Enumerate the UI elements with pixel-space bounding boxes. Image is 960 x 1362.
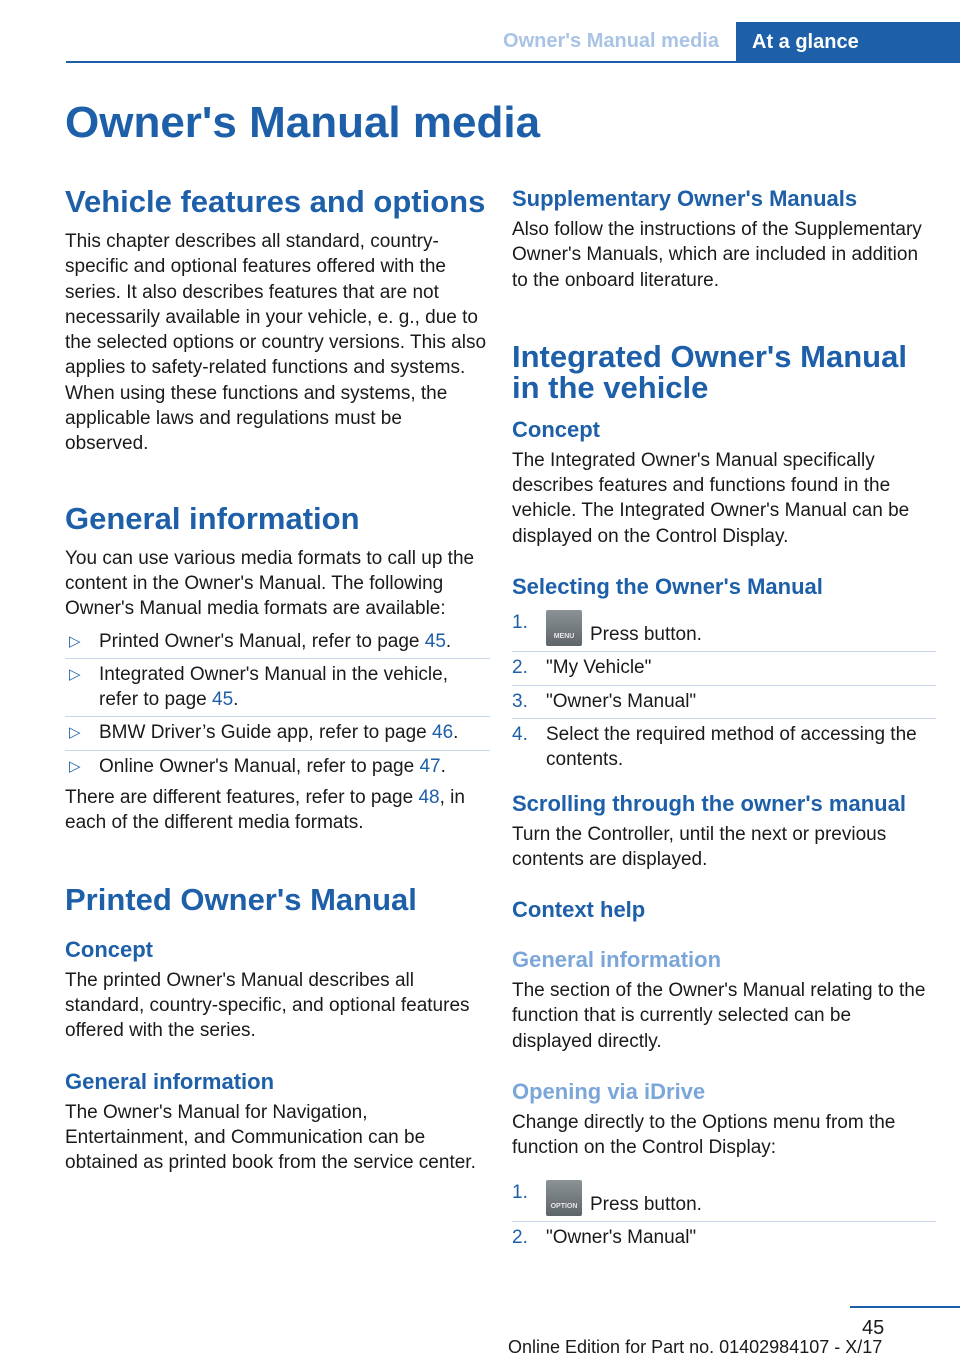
list-item: ▷ BMW Driver’s Guide app, refer to page 46. (65, 717, 490, 750)
paragraph-different-features: There are different features, refer to page 48, in each of the different media formats. (65, 787, 465, 834)
triangle-bullet-icon: ▷ (69, 665, 81, 683)
menu-button-icon: MENU (546, 610, 582, 646)
heading-context-help: Context help (512, 897, 646, 923)
paragraph-integrated-concept: The Integrated Owner's Manual specifically describes features and functions found in the vehicle. The Integrated Owner's Manual can be displayed on the Control Display. (512, 449, 910, 547)
triangle-bullet-icon: ▷ (69, 724, 81, 742)
list-item: 4. Select the required method of accessing the contents. (512, 723, 917, 771)
heading-printed-manual: Printed Owner's Manual (65, 881, 417, 917)
paragraph-scrolling: Turn the Controller, until the next or previous contents are displayed. (512, 823, 887, 870)
list-item: ▷ Integrated Owner's Manual in the vehicle, refer to page 45. (65, 659, 490, 718)
footer-rule (850, 1306, 960, 1308)
header-chapter-tab: At a glance (736, 22, 960, 63)
paragraph-supplementary-manuals: Also follow the instructions of the Supplementary Owner's Manuals, which are included in addition to the onboard literature. (512, 219, 922, 291)
left-column (65, 186, 490, 1175)
list-item: ▷ Online Owner's Manual, refer to page 47. (65, 751, 490, 783)
header-section-title: Owner's Manual media (503, 30, 719, 52)
media-formats-list (65, 626, 490, 783)
header-rule (66, 61, 960, 63)
paragraph-printed-general: The Owner's Manual for Navigation, Entertainment, and Communication can be obtained as printed book from the service center. (65, 1101, 476, 1174)
option-button-icon: OPTION (546, 1180, 582, 1216)
heading-integrated-concept: Concept (512, 416, 600, 442)
page-number: 45 (862, 1317, 885, 1339)
footer-edition: Online Edition for Part no. 01402984107 - X/17 (508, 1337, 883, 1357)
heading-vehicle-features: Vehicle features and options (65, 184, 486, 219)
heading-integrated-manual: Integrated Owner's Manual in the vehicle (512, 338, 907, 405)
right-column (512, 186, 936, 1254)
heading-general-information: General information (65, 500, 360, 536)
heading-printed-concept: Concept (65, 936, 153, 962)
heading-opening-idrive: Opening via iDrive (512, 1079, 706, 1105)
list-item: 1. OPTION Press button. (512, 1177, 936, 1222)
list-item: 2. "Owner's Manual" (512, 1226, 697, 1248)
paragraph-context-general: The section of the Owner's Manual relating to the function that is currently selected can be displayed directly. (512, 980, 926, 1052)
list-item: ▷ Printed Owner's Manual, refer to page 45. (65, 626, 490, 659)
paragraph-vehicle-features: This chapter describes all standard, country-specific and optional features offered with the series. It also describes features that are not necessarily available in your vehicle, e. g., due to the selected options or country versions. This also applies to safety-related functions and systems. When using these functions and systems, the applicable laws and regulations must be observed. (65, 231, 487, 455)
heading-selecting-manual: Selecting the Owner's Manual (512, 574, 823, 600)
triangle-bullet-icon: ▷ (69, 632, 81, 650)
page-link[interactable]: 48 (418, 787, 440, 809)
triangle-bullet-icon: ▷ (69, 757, 81, 775)
selecting-steps-list (512, 607, 936, 776)
paragraph-opening-idrive: Change directly to the Options menu from the function on the Control Display: (512, 1112, 896, 1159)
heading-context-general: General information (512, 947, 722, 973)
list-item: 2. "My Vehicle" (512, 652, 936, 685)
heading-supplementary-manuals: Supplementary Owner's Manuals (512, 186, 858, 211)
paragraph-printed-concept: The printed Owner's Manual describes all standard, country-specific, and optional features offered with the series. (65, 969, 470, 1042)
page-link[interactable]: 45 (212, 689, 234, 711)
list-item: 1. MENU Press button. (512, 607, 936, 652)
paragraph-general-information: You can use various media formats to call up the content in the Owner's Manual. The following Owner's Manual media formats are available: (65, 547, 475, 620)
list-item: 3. "Owner's Manual" (512, 686, 936, 719)
heading-printed-general: General information (65, 1068, 275, 1094)
opening-steps-list (512, 1177, 936, 1255)
heading-scrolling: Scrolling through the owner's manual (512, 790, 906, 816)
page-link[interactable]: 47 (419, 755, 441, 777)
page-link[interactable]: 45 (424, 630, 446, 652)
page-title: Owner's Manual media (65, 98, 541, 147)
page-link[interactable]: 46 (432, 722, 454, 744)
